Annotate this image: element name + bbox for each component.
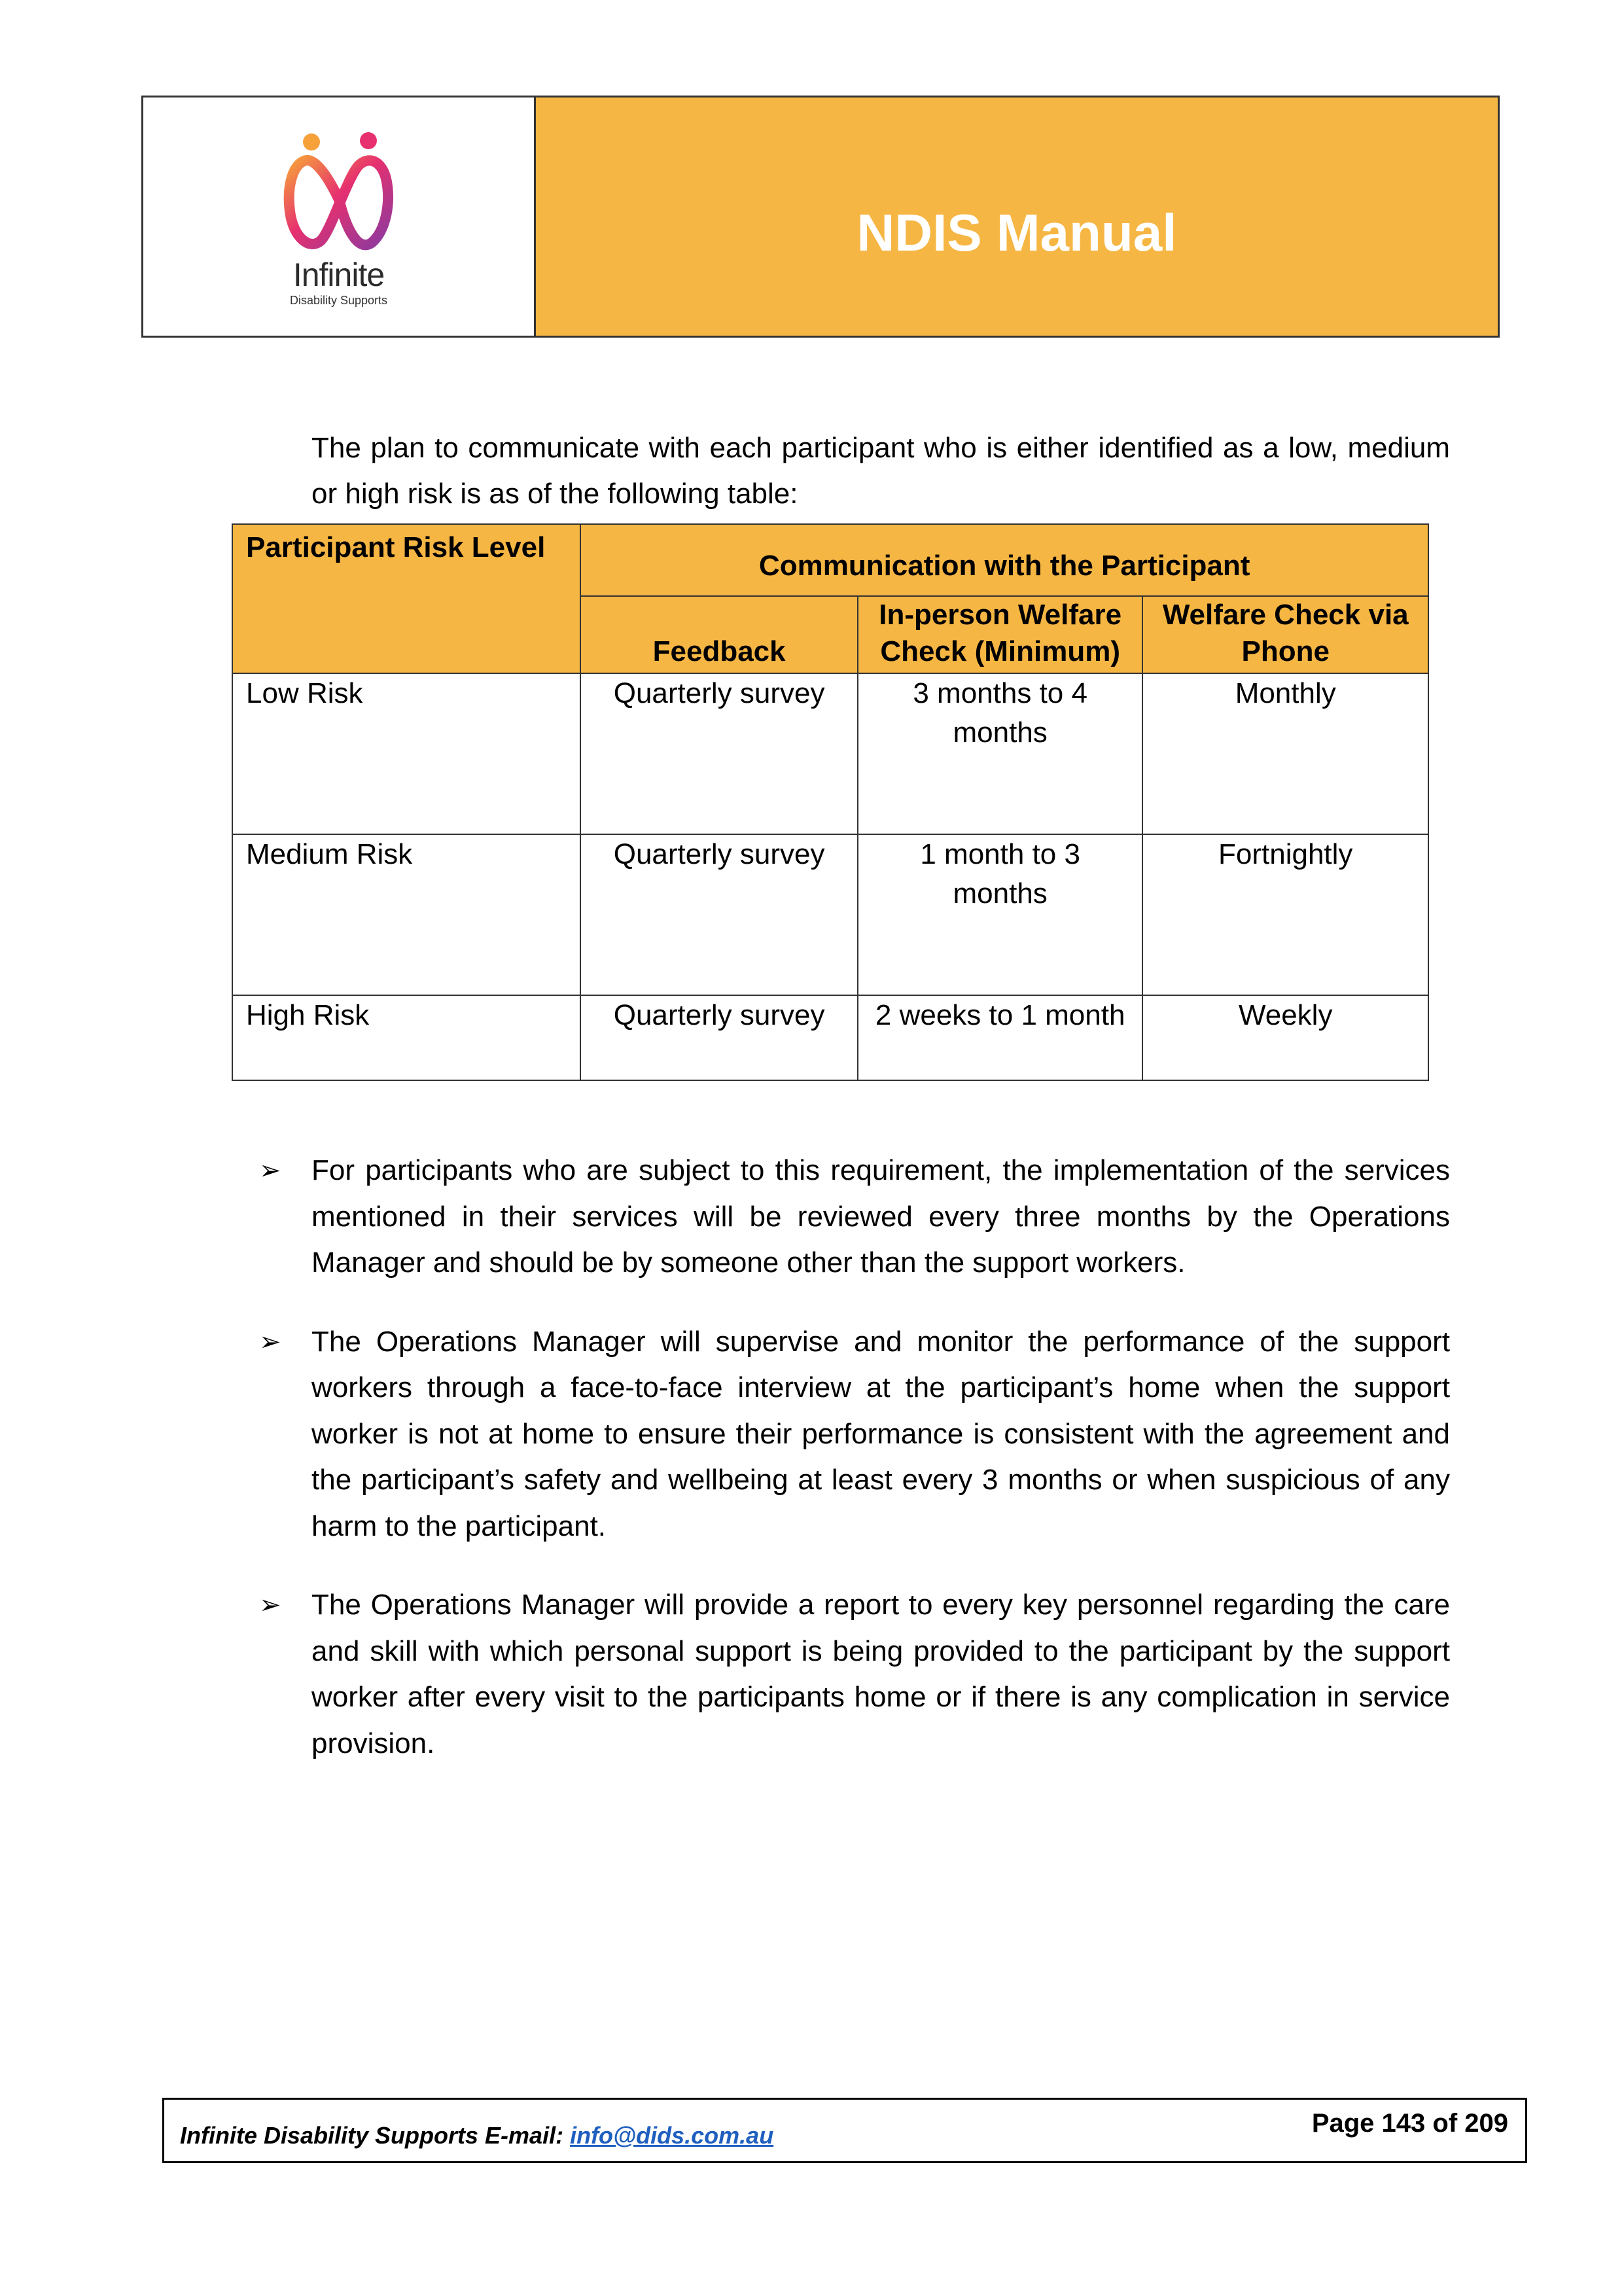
- cell-feedback: Quarterly survey: [580, 995, 858, 1080]
- header-phone-check: Welfare Check via Phone: [1142, 596, 1428, 673]
- title-banner: [536, 97, 1498, 336]
- header-feedback: Feedback: [580, 596, 858, 673]
- cell-phone: Fortnightly: [1142, 834, 1428, 995]
- table-row: [232, 834, 1428, 995]
- page-number: Page 143 of 209: [1311, 2109, 1508, 2138]
- page-title: NDIS Manual: [856, 203, 1177, 262]
- list-item: [259, 1319, 1450, 1550]
- logo: [143, 97, 536, 336]
- page-footer: [162, 2098, 1527, 2163]
- arrow-bullet-icon: ➢: [259, 1156, 281, 1186]
- table-row: [232, 995, 1428, 1080]
- bullet-text: For participants who are subject to this requirement, the implementation of the services mentioned in their services will be reviewed every three months by the Operations Manager and should be by someone other than the support workers.: [311, 1154, 1450, 1279]
- bullet-text: The Operations Manager will provide a report to every key personnel regarding the care and skill with which personal support is being provided to the participant by the support worker after every visit to the participants home or if there is any complication in service provision.: [311, 1589, 1450, 1759]
- header-communication: Communication with the Participant: [580, 524, 1428, 596]
- intro-paragraph: The plan to communicate with each participant who is either identified as a low, medium or high risk is as of the following table:: [311, 432, 1450, 510]
- cell-phone: Weekly: [1142, 995, 1428, 1080]
- logo-tagline: Disability Supports: [289, 293, 388, 307]
- header-risk-level: Participant Risk Level: [232, 524, 580, 673]
- footer-contact: [180, 2122, 773, 2149]
- arrow-bullet-icon: ➢: [259, 1326, 281, 1357]
- page-header: [141, 96, 1500, 338]
- table-row: [232, 673, 1428, 834]
- bullet-text: The Operations Manager will supervise and monitor the performance of the support workers through a face-to-face interview at the participant’s home when the support worker is not at home to ensure their performance is consistent with the agreement and the participant’s safety and wellbeing at least every 3 months or when suspicious of any harm to the participant.: [311, 1325, 1450, 1542]
- cell-feedback: Quarterly survey: [580, 673, 858, 834]
- cell-inperson: 1 month to 3 months: [858, 834, 1143, 995]
- cell-level: High Risk: [232, 995, 580, 1080]
- cell-level: Medium Risk: [232, 834, 580, 995]
- cell-level: Low Risk: [232, 673, 580, 834]
- email-link[interactable]: info@dids.com.au: [570, 2122, 774, 2149]
- infinity-people-icon: [274, 126, 404, 264]
- list-item: [259, 1148, 1450, 1286]
- bullet-list: [259, 1148, 1450, 1799]
- footer-label: Infinite Disability Supports E-mail:: [180, 2122, 564, 2149]
- cell-feedback: Quarterly survey: [580, 834, 858, 995]
- risk-communication-table: [232, 523, 1429, 1081]
- header-inperson-check: In-person Welfare Check (Minimum): [858, 596, 1143, 673]
- list-item: [259, 1582, 1450, 1767]
- cell-inperson: 3 months to 4 months: [858, 673, 1143, 834]
- cell-inperson: 2 weeks to 1 month: [858, 995, 1143, 1080]
- arrow-bullet-icon: ➢: [259, 1590, 281, 1620]
- cell-phone: Monthly: [1142, 673, 1428, 834]
- logo-name: Infinite: [292, 256, 385, 293]
